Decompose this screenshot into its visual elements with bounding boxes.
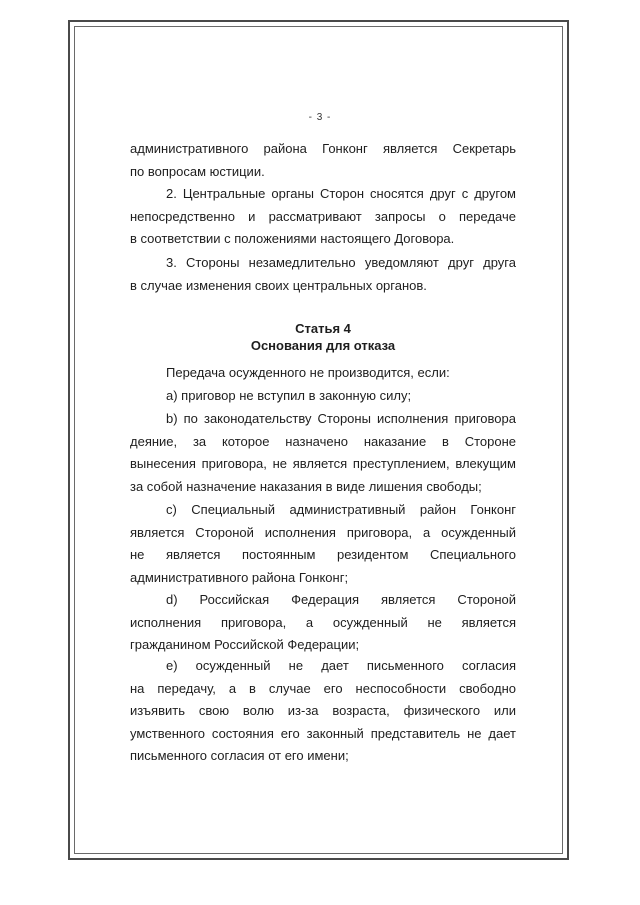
text-line: является Стороной исполнения приговора, а осужденный bbox=[130, 524, 516, 540]
text-line: в соответствии с положениями настоящего Договора. bbox=[130, 231, 455, 246]
text-line: непосредственно и рассматривают запросы о передаче bbox=[130, 208, 516, 224]
article-title: Основания для отказа bbox=[250, 338, 396, 353]
text-line: изъявить свою волю из-за возраста, физического или bbox=[130, 703, 516, 718]
item-a: а) приговор не вступил в законную силу; bbox=[166, 387, 412, 403]
text-line: за собой назначение наказания в виде лишения свободы; bbox=[130, 478, 482, 494]
page-number: - 3 - bbox=[308, 112, 332, 123]
text-line: деяние, за которое назначено наказание в Стороне bbox=[130, 433, 516, 449]
text-line: умственного состояния его законный представитель не дает bbox=[130, 725, 516, 741]
article-intro bbox=[130, 362, 516, 407]
text-line: в случае изменения своих центральных органов. bbox=[130, 277, 427, 293]
text-line: на передачу, а в случае его неспособности свободно bbox=[130, 680, 516, 696]
paragraph-3 bbox=[130, 252, 516, 297]
article-heading bbox=[130, 320, 516, 354]
text-line: исполнения приговора, а осужденный не является bbox=[130, 614, 516, 630]
item-d bbox=[130, 589, 516, 657]
item-c bbox=[130, 499, 516, 589]
text-line: Передача осужденного не производится, если: bbox=[166, 365, 450, 380]
text-line: b) по законодательству Стороны исполнения приговора bbox=[166, 411, 516, 426]
item-e bbox=[130, 655, 516, 768]
article-number: Статья 4 bbox=[295, 321, 351, 336]
text-line: гражданином Российской Федерации; bbox=[130, 637, 360, 652]
paragraph-2 bbox=[130, 183, 516, 251]
text-line: c) Специальный административный район Гонконг bbox=[166, 502, 516, 517]
text-line: административного района Гонконг является Секретарь bbox=[130, 141, 516, 156]
item-b bbox=[130, 408, 516, 498]
text-line: е) осужденный не дает письменного согласия bbox=[166, 658, 516, 673]
text-line: 3. Стороны незамедлительно уведомляют друг друга bbox=[166, 255, 516, 270]
text-line: по вопросам юстиции. bbox=[130, 163, 265, 179]
text-line: d) Российская Федерация является Стороной bbox=[166, 592, 516, 607]
text-line: административного района Гонконг; bbox=[130, 569, 349, 585]
text-line: не является постоянным резидентом Специального bbox=[130, 547, 516, 562]
paragraph-continuation bbox=[130, 138, 516, 183]
text-line: письменного согласия от его имени; bbox=[130, 748, 349, 763]
text-line: вынесения приговора, не является преступлением, влекущим bbox=[130, 456, 516, 471]
text-line: 2. Центральные органы Сторон сносятся друг с другом bbox=[166, 186, 516, 201]
